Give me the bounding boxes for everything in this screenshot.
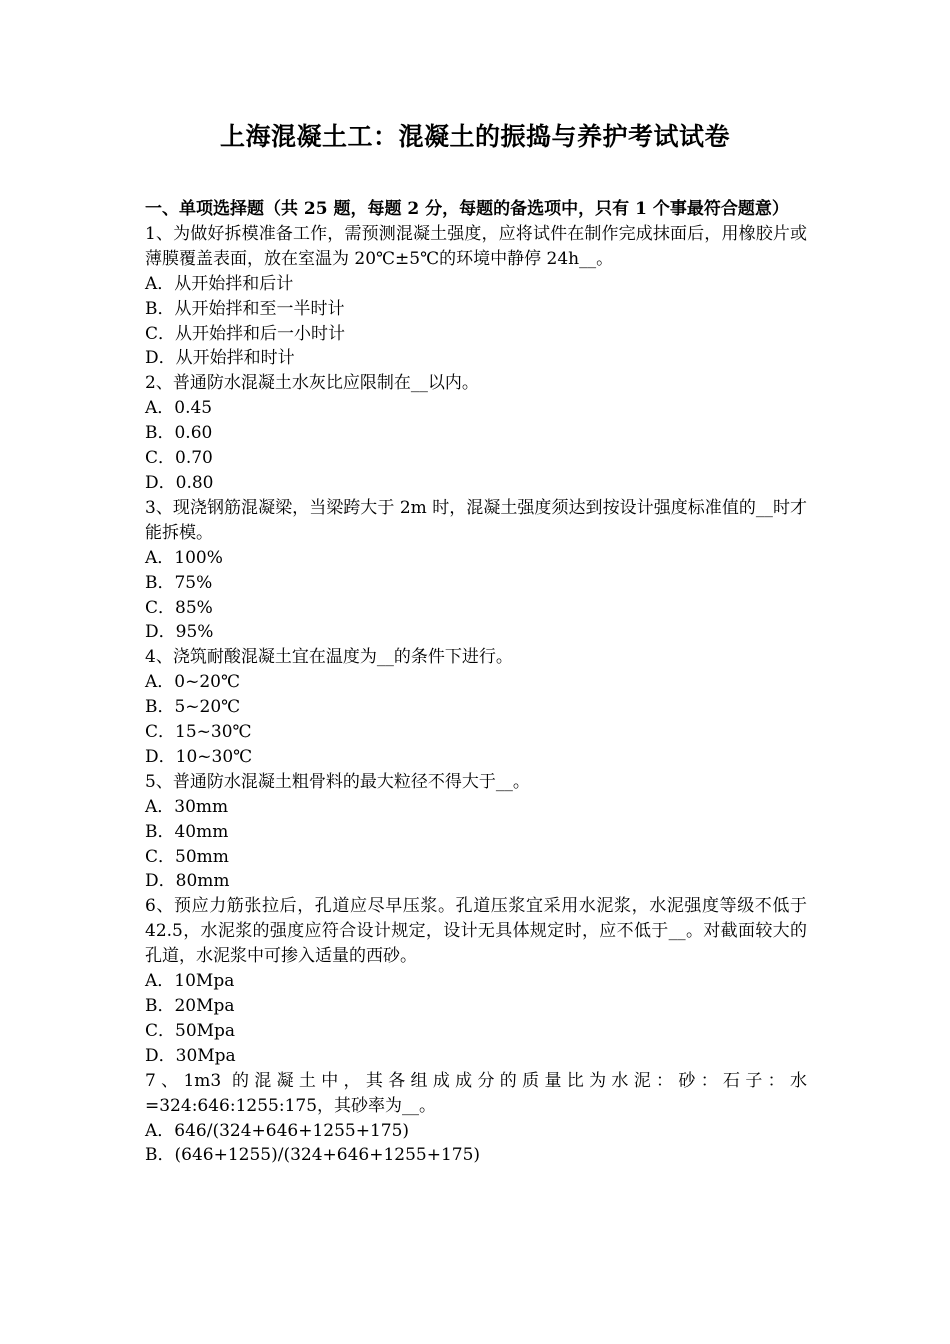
question-text: 5、普通防水混凝土粗骨料的最大粒径不得大于__。	[145, 771, 530, 792]
exam-content	[145, 197, 807, 1168]
option-a: A．10Mpa	[145, 971, 235, 992]
page-title: 上海混凝土工：混凝土的振捣与养护考试试卷	[219, 122, 730, 151]
option-d: D．从开始拌和时计	[145, 348, 295, 369]
option-c: C．50mm	[145, 846, 229, 867]
option-a: A．100%	[145, 547, 223, 568]
option-a: A．30mm	[145, 796, 229, 817]
option-c: C．从开始拌和后一小时计	[145, 323, 346, 344]
option-d: D．0.80	[145, 472, 214, 493]
option-d: D．95%	[145, 622, 214, 643]
question-5	[145, 770, 807, 895]
option-d: D．10~30℃	[145, 746, 253, 767]
option-b: B．40mm	[145, 821, 229, 842]
question-2	[145, 371, 807, 496]
option-a: A．0.45	[145, 398, 213, 419]
option-b: B．5~20℃	[145, 697, 241, 718]
option-c: C．50Mpa	[145, 1020, 236, 1041]
question-6	[145, 894, 807, 1068]
option-a: A．646/(324+646+1255+175)	[145, 1120, 410, 1141]
question-1	[145, 222, 807, 371]
question-7	[145, 1069, 807, 1169]
option-c: C．0.70	[145, 448, 213, 469]
option-b: B．0.60	[145, 423, 213, 444]
section-heading: 一、单项选择题（共 25 题，每题 2 分，每题的备选项中，只有 1 个事最符合题意）	[145, 199, 789, 219]
question-text: 1、为做好拆模准备工作，需预测混凝土强度，应将试件在制作完成抹面后，用橡胶片或薄膜覆盖表面，放在室温为 20℃±5℃的环境中静停 24h__。	[145, 223, 807, 269]
option-b: B．从开始拌和至一半时计	[145, 298, 345, 319]
option-c: C．85%	[145, 597, 213, 618]
option-a: A．从开始拌和后计	[145, 273, 294, 294]
question-text: 4、浇筑耐酸混凝土宜在温度为__的条件下进行。	[145, 647, 513, 668]
question-text: 2、普通防水混凝土水灰比应限制在__以内。	[145, 373, 479, 394]
question-4	[145, 645, 807, 770]
option-b: B．(646+1255)/(324+646+1255+175)	[145, 1145, 481, 1166]
option-a: A．0~20℃	[145, 672, 240, 693]
option-d: D．80mm	[145, 871, 230, 892]
option-d: D．30Mpa	[145, 1045, 236, 1066]
question-text: 6、预应力筋张拉后，孔道应尽早压浆。孔道压浆宜采用水泥浆，水泥强度等级不低于 42.5，水泥浆的强度应符合设计规定，设计无具体规定时，应不低于__。对截面较大的孔道，水泥浆中可掺入适量的西砂。	[145, 896, 807, 967]
option-c: C．15~30℃	[145, 722, 252, 743]
option-b: B．75%	[145, 572, 213, 593]
question-text: 7、1m3 的混凝土中，其各组成成分的质量比为水泥：砂：石子：水=324:646:1255:175，其砂率为__。	[145, 1070, 807, 1116]
question-text: 3、现浇钢筋混凝梁，当梁跨大于 2m 时，混凝土强度须达到按设计强度标准值的__时才能拆模。	[145, 497, 807, 543]
option-b: B．20Mpa	[145, 996, 235, 1016]
question-3	[145, 496, 807, 645]
